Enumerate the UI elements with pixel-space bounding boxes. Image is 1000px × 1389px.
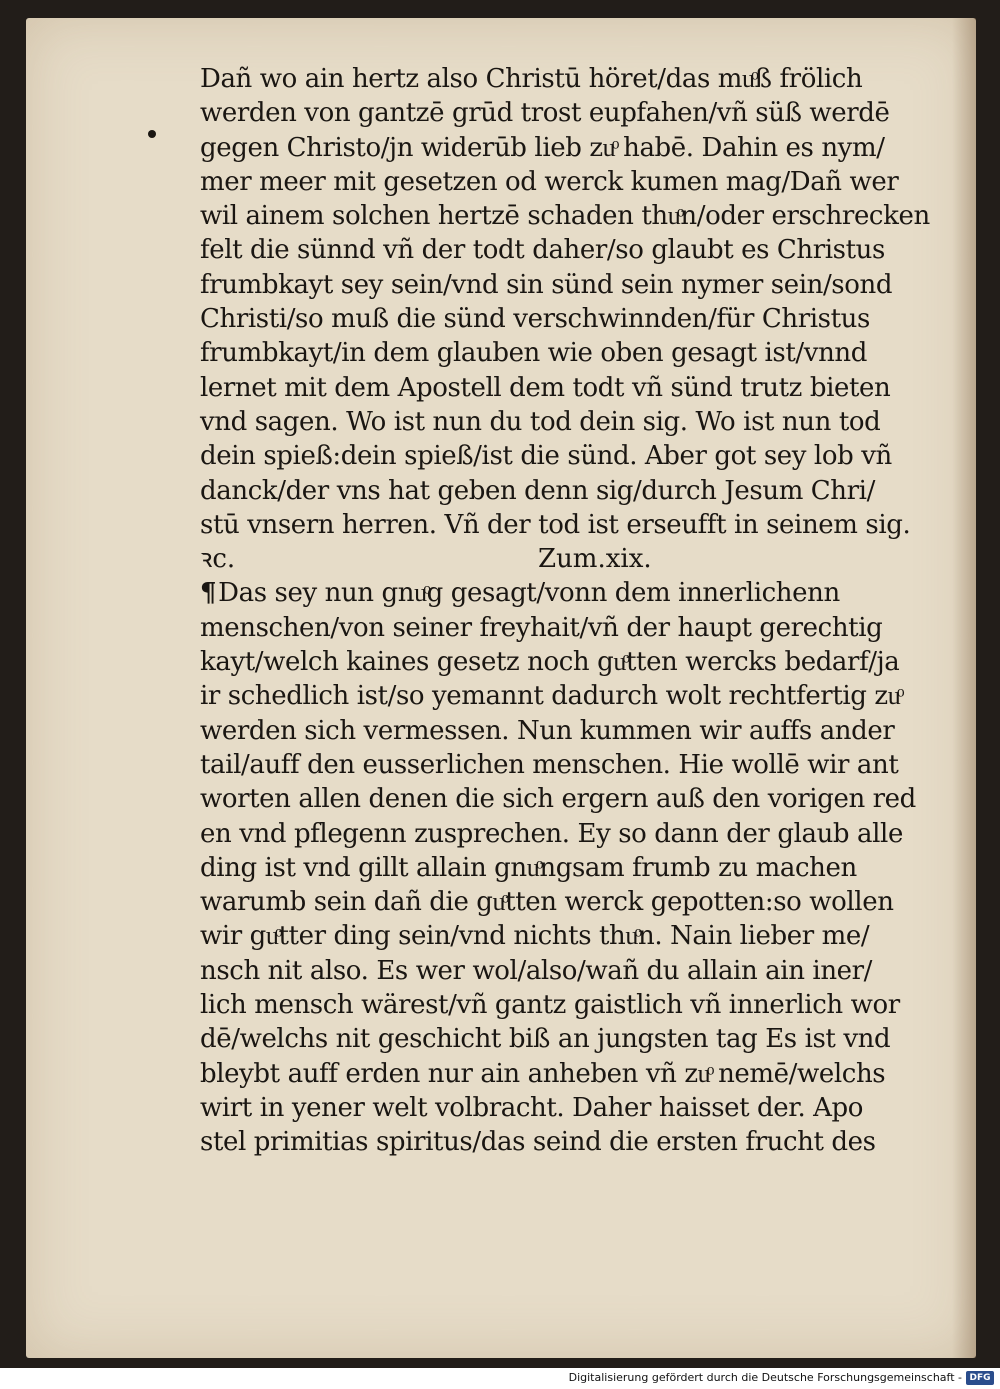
text-line: danck/der vns hat geben denn sig/durch Jesum Chri/ [200,475,875,506]
text-line: wir guͦtter ding sein/vnd nichts thuͦn. Nain lieber me/ [200,921,870,952]
margin-mark [148,130,156,138]
section-heading-row [200,542,940,576]
paragraph-start-line [200,576,940,610]
text-line: nsch nit also. Es wer wol/also/wañ du allain ain iner/ [200,955,873,986]
text-line: gegen Christo/jn widerūb lieb zuͦ habē. Dahin es nym/ [200,132,885,163]
text-line: werden von gantzē grūd trost eupfahen/vñ süß werdē [200,98,890,129]
dfg-logo-icon: DFG [966,1371,994,1385]
text-line: ding ist vnd gillt allain gnuͦngsam frumb zu machen [200,852,857,883]
text-line: dein spieß:dein spieß/ist die sünd. Aber got sey lob vñ [200,441,892,472]
text-line: wirt in yener welt volbracht. Daher haisset der. Apo [200,1092,864,1123]
funding-notice: Digitalisierung gefördert durch die Deutsche Forschungsgemeinschaft - [568,1371,962,1384]
text-line: mer meer mit gesetzen od werck kumen mag/Dañ wer [200,166,899,197]
text-line: en vnd pflegenn zusprechen. Ey so dann der glaub alle [200,818,903,849]
text-line: warumb sein dañ die guͦtten werck gepotten:so wollen [200,887,894,918]
text-line: lernet mit dem Apostell dem todt vñ sünd trutz bieten [200,372,891,403]
text-line: stū vnsern herren. Vñ der tod ist erseufft in seinem sig. [200,509,911,540]
footer-bar [0,1368,1000,1389]
text-line: kayt/welch kaines gesetz noch guͦtten wercks bedarf/ja [200,647,900,678]
text-block [200,62,940,1160]
text-line: frumbkayt sey sein/vnd sin sünd sein nymer sein/sond [200,269,893,300]
etcetera-mark: ꝛc. [200,544,236,575]
text-line: werden sich vermessen. Nun kummen wir auffs ander [200,715,895,746]
text-line: Dañ wo ain hertz also Christū höret/das muͦß frölich [200,64,863,94]
text-line: stel primitias spiritus/das seind die ersten frucht des [200,1127,876,1158]
text-line: felt die sünnd vñ der todt daher/so glaubt es Christus [200,235,885,266]
text-line: worten allen denen die sich ergern auß den vorigen red [200,784,916,815]
text-line: tail/auff den eusserlichen menschen. Hie wollē wir ant [200,749,899,780]
text-line: dē/welchs nit geschicht biß an jungsten tag Es ist vnd [200,1024,891,1055]
pilcrow-icon: ¶ [200,578,217,609]
text-line: menschen/von seiner freyhait/vñ der haupt gerechtig [200,612,883,643]
text-line: vnd sagen. Wo ist nun du tod dein sig. Wo ist nun tod [200,406,881,437]
text-line: ir schedlich ist/so yemannt dadurch wolt rechtfertig zuͦ [200,681,901,712]
text-line: lich mensch wärest/vñ gantz gaistlich vñ innerlich wor [200,990,900,1021]
text-line: wil ainem solchen hertzē schaden thuͦn/oder erschrecken [200,201,930,232]
text-line: bleybt auff erden nur ain anheben vñ zuͦ nemē/welchs [200,1058,886,1089]
page-edge-shadow [952,18,976,1358]
text-line: Das sey nun gnuͦg gesagt/vonn dem innerlichenn [218,578,840,609]
section-number: Zum.xix. [538,544,652,575]
text-line: frumbkayt/in dem glauben wie oben gesagt ist/vnnd [200,338,868,369]
text-line: Christi/so muß die sünd verschwinnden/für Christus [200,304,870,335]
